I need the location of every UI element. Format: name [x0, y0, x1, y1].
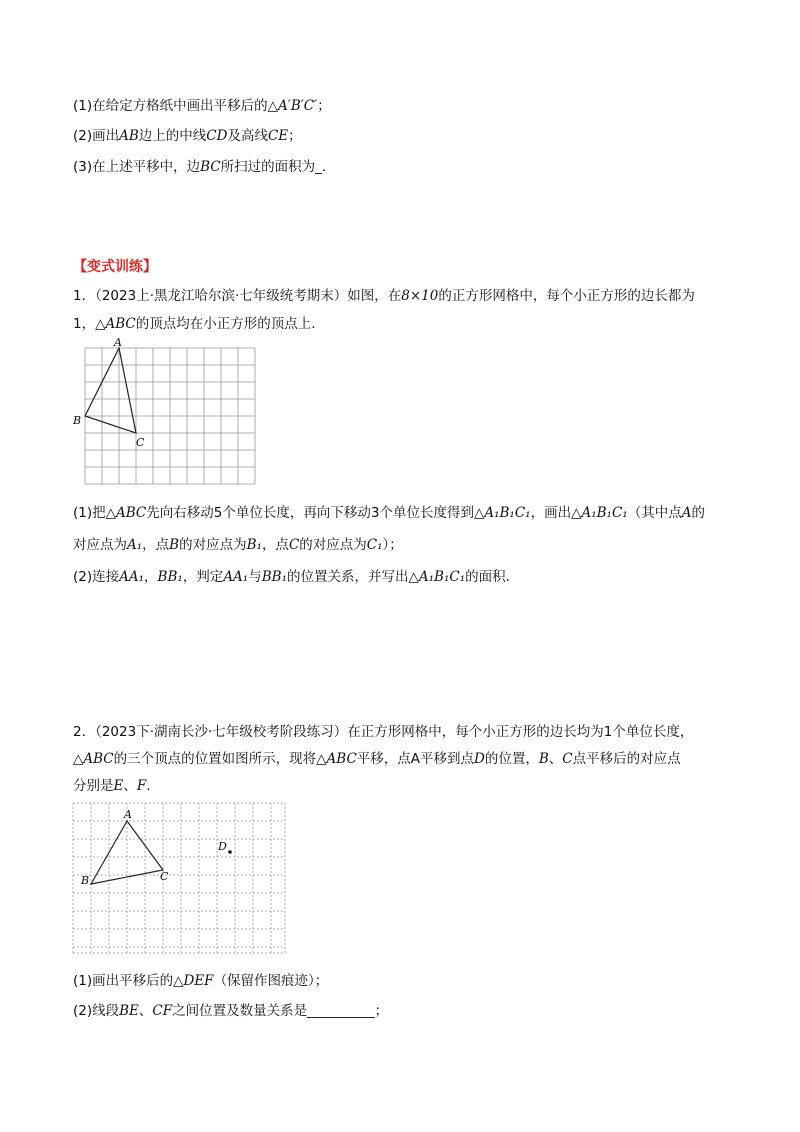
p1-q1-line2-f: ）；	[382, 537, 403, 553]
p1-q2-a: (2)连接	[73, 569, 120, 585]
p2-line2-d: 、	[548, 751, 563, 767]
p2-line2-tri: △ABC	[73, 751, 114, 767]
q0-line2	[73, 126, 302, 146]
p1-triangle-abc	[85, 348, 136, 433]
p2-q1-line	[73, 971, 328, 991]
p2-q1-a: (1)画出平移后的	[73, 973, 174, 989]
p2-line3-c: .	[146, 778, 151, 794]
p2-label-b: B	[81, 874, 90, 887]
p2-q2-d: ；	[374, 1003, 389, 1019]
p1-q1-B1: B₁	[246, 537, 262, 553]
p1-q1-d: （其中点	[627, 505, 682, 521]
p1-q1-A1: A₁	[127, 537, 143, 553]
p1-q2-line	[73, 567, 510, 587]
p1-q1-C: C	[288, 537, 300, 553]
p1-label-c: C	[136, 436, 145, 449]
p1-q2-c: ，判定	[182, 569, 224, 585]
p1-q1-tri: △ABC	[105, 505, 147, 521]
q0-line2-ab: AB	[119, 128, 139, 144]
q0-line3-b: 所扫过的面积为_.	[220, 159, 327, 175]
p1-q1-tri2: △A₁B₁C₁	[571, 505, 628, 521]
p1-q1-line2-c: 的对应点为	[179, 537, 247, 553]
p2-q1-b: （保留作图痕迹）；	[213, 973, 329, 989]
p1-q1-line2-e: 的对应点为	[299, 537, 367, 553]
p1-line2-math: △ABC	[95, 316, 136, 332]
p1-q1-b: 先向右移动5个单位长度，再向下移动3个单位长度得到	[146, 505, 474, 521]
p2-label-d: D	[218, 840, 227, 853]
p2-label-c: C	[160, 870, 169, 883]
p1-label-b: B	[73, 414, 82, 427]
p2-line3	[73, 776, 151, 796]
p2-line2-e: 点平移后的对应点	[572, 751, 681, 767]
p1-q1-C1: C₁	[366, 537, 383, 553]
q0-line1	[73, 96, 331, 116]
p1-q1-a: (1)把	[73, 505, 106, 521]
section-title: 【变式训练】	[73, 259, 157, 275]
p2-line2-c: 的位置，	[484, 751, 539, 767]
p2-q2-c: 之间位置及数量关系是	[172, 1003, 308, 1019]
p1-line1	[73, 286, 695, 306]
p2-q2-be: BE	[119, 1003, 139, 1019]
q0-line1-text: (1)在给定方格纸中画出平移后的	[73, 98, 268, 114]
p2-point-d	[228, 850, 232, 854]
p2-q2-line	[73, 1001, 388, 1021]
p1-q1-tri1: △A₁B₁C₁	[473, 505, 531, 521]
q0-line3-bc: BC	[200, 159, 221, 175]
p1-q2-bb1: BB₁	[157, 569, 183, 585]
p1-q2-bb1b: BB₁	[261, 569, 287, 585]
p1-line2-a: 1，	[73, 316, 96, 332]
p1-line2-b: 的顶点均在小正方形的顶点上.	[135, 316, 316, 332]
p1-q1-line2	[73, 535, 403, 555]
p1-q1-B: B	[169, 537, 180, 553]
q0-line2-b: 边上的中线	[138, 128, 207, 144]
p2-line3-E: E	[113, 778, 124, 794]
p2-line3-F: F	[136, 778, 147, 794]
q0-line1-math: △A′B′C′	[267, 98, 318, 114]
p1-q2-tri: △A₁B₁C₁	[408, 569, 466, 585]
p2-line2-B: B	[538, 751, 549, 767]
p2-line3-a: 分别是	[73, 778, 114, 794]
q0-line2-cd: CD	[206, 128, 228, 144]
p2-line2-C: C	[562, 751, 573, 767]
q0-line3-a: (3)在上述平移中，边	[73, 159, 201, 175]
p2-grid-figure	[68, 798, 288, 958]
p2-q1-tri: △DEF	[173, 973, 214, 989]
p2-line2-tri2: △ABC	[316, 751, 357, 767]
p1-line1-b: 的正方形网格中，每个小正方形的边长都为	[438, 288, 695, 304]
p2-line1	[73, 722, 693, 742]
q0-line2-end: ；	[288, 128, 302, 144]
p2-line1-a: 2．（2023下·湖南长沙·七年级校考阶段练习）在正方形网格中，每个小正方形的边长均为1个单位长度，	[73, 724, 694, 740]
p1-q2-aa1: AA₁	[119, 569, 145, 585]
p2-line2-D: D	[474, 751, 485, 767]
q0-line3	[73, 157, 326, 177]
p1-q1-line2-d: ，点	[261, 537, 289, 553]
p2-q2-a: (2)线段	[73, 1003, 120, 1019]
q0-line2-c: 及高线	[227, 128, 268, 144]
q0-line1-end: ；	[317, 98, 331, 114]
p1-line2	[73, 314, 316, 334]
p1-q2-d: 与	[248, 569, 262, 585]
p2-q2-answer-blank[interactable]: __________	[307, 1003, 375, 1019]
p2-q2-cf: CF	[152, 1003, 173, 1019]
p2-line2	[73, 749, 681, 769]
p1-q1-c: ，画出	[530, 505, 572, 521]
p1-line1-math: 8×10	[401, 288, 439, 304]
p2-label-a: A	[124, 808, 132, 821]
p1-grid-figure	[70, 336, 270, 492]
p1-label-a: A	[114, 336, 122, 349]
p2-line2-a: 的三个顶点的位置如图所示，现将	[113, 751, 317, 767]
p1-q1-line2-b: ，点	[142, 537, 170, 553]
p1-q1-line2-a: 对应点为	[73, 537, 127, 553]
p2-line2-b: 平移，点A平移到点	[356, 751, 475, 767]
p1-q1-A: A	[681, 505, 692, 521]
p1-line1-a: 1．（2023上·黑龙江哈尔滨·七年级统考期末）如图，在	[73, 288, 402, 304]
p1-q2-aa1b: AA₁	[223, 569, 249, 585]
p1-q1-line1	[73, 503, 705, 523]
q0-line2-a: (2)画出	[73, 128, 120, 144]
q0-line2-ce: CE	[267, 128, 289, 144]
p1-q2-e: 的位置关系，并写出	[287, 569, 409, 585]
p2-q2-b: 、	[138, 1003, 153, 1019]
p1-q1-e: 的	[691, 505, 705, 521]
p2-line3-b: 、	[123, 778, 137, 794]
p1-q2-f: 的面积.	[465, 569, 510, 585]
p1-q2-b: ，	[144, 569, 158, 585]
